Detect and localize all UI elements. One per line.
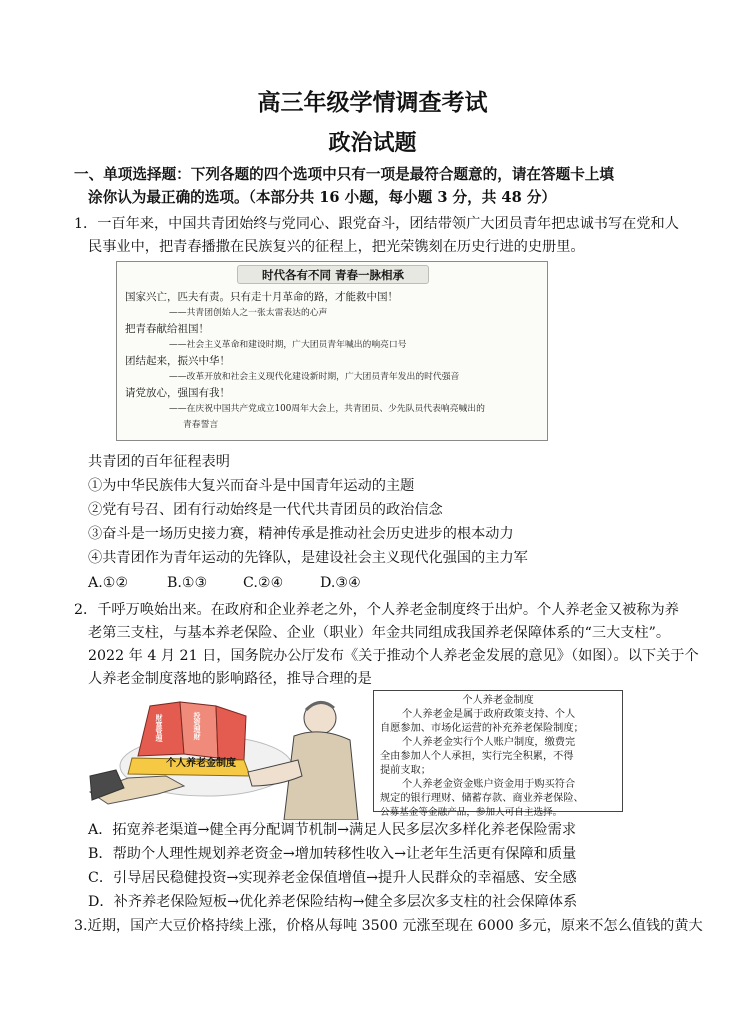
- q1-line-2: 民事业中，把青春播撒在民族复兴的征程上，把光荣镌刻在历史行进的史册里。: [88, 239, 585, 255]
- q1-quote-source-1: ——共青团创始人之一张太雷表达的心声: [169, 308, 328, 318]
- q1-quote-slogan-4: 请党放心，强国有我！: [125, 387, 230, 399]
- pension-notice-box: [373, 690, 623, 818]
- q1-statement-2: ②党有号召、团有行动始终是一代代共青团员的政治信念: [88, 502, 443, 518]
- notice-line-5: 提前支取；: [380, 765, 431, 776]
- q1-quote-box-header: 时代各有不同 青春一脉相承: [237, 265, 429, 284]
- section-heading-line-1: 一、单项选择题：下列各题的四个选项中只有一项是最符合题意的，请在答题卡上填: [74, 166, 614, 183]
- exam-title: 高三年级学情调查考试: [257, 90, 488, 116]
- q1-statement-4: ④共青团作为青年运动的先锋队，是建设社会主义现代化强国的主力军: [88, 550, 528, 566]
- q1-quote-box: [116, 261, 548, 441]
- q2-option-c: C．引导居民稳健投资→实现养老金保值增值→提升人民群众的幸福感、安全感: [88, 870, 577, 886]
- notice-line-7: 规定的银行理财、储蓄存款、商业养老保险、: [380, 793, 584, 804]
- q2-option-d: D．补齐养老保险短板→优化养老保险结构→健全多层次多支柱的社会保障体系: [88, 894, 578, 910]
- q1-quote-slogan-2: 把青春献给祖国！: [125, 323, 209, 335]
- q1-quote-source-4-cont: 青春誓言: [183, 420, 219, 430]
- q1-option-c: C.②④: [243, 575, 284, 591]
- q2-line-1: 2．千呼万唤始出来。在政府和企业养老之外，个人养老金制度终于出炉。个人养老金又被称为养: [74, 602, 679, 618]
- q1-quote-source-2: ——社会主义革命和建设时期，广大团员青年喊出的响亮口号: [169, 340, 407, 350]
- q1-statement-1: ①为中华民族伟大复兴而奋斗是中国青年运动的主题: [88, 478, 415, 494]
- notice-line-4: 全由参加人个人承担，实行完全积累，不得: [380, 751, 574, 762]
- q1-line-1: 1．一百年来，中国共青团始终与党同心、跟党奋斗，团结带领广大团员青年把忠诚书写在党和人: [74, 216, 679, 232]
- pie-slice-label-2: 投资理财: [193, 712, 202, 740]
- q1-option-d: D.③④: [320, 575, 361, 591]
- pension-illustration: [88, 696, 366, 820]
- q1-quote-slogan-1: 国家兴亡，匹夫有责。只有走十月革命的路，才能救中国！: [125, 291, 398, 303]
- q1-quote-slogan-3: 团结起来，振兴中华！: [125, 355, 230, 367]
- notice-line-8: 公募基金等金融产品，参加人可自主选择。: [380, 807, 563, 818]
- q2-option-a: A．拓宽养老渠道→健全再分配调节机制→满足人民多层次多样化养老保险需求: [88, 822, 577, 838]
- q1-option-b: B.①③: [167, 575, 208, 591]
- q2-line-4: 人养老金制度落地的影响路径，推导合理的是: [88, 671, 372, 687]
- q1-quote-source-3: ——改革开放和社会主义现代化建设新时期，广大团员青年发出的时代强音: [169, 372, 460, 382]
- section-heading-line-2: 涂你认为最正确的选项。（本部分共 16 小题，每小题 3 分，共 48 分）: [88, 189, 556, 206]
- q1-stem: 共青团的百年征程表明: [88, 454, 230, 470]
- q2-line-2: 老第三支柱，与基本养老保险、企业（职业）年金共同组成我国养老保障体系的“三大支柱”。: [88, 625, 671, 641]
- notice-line-1: 个人养老金是属于政府政策支持、个人: [402, 709, 576, 720]
- q2-line-3: 2022 年 4 月 21 日，国务院办公厅发布《关于推动个人养老金发展的意见》（如图）。以下关于个: [88, 648, 699, 664]
- q3-line-1: 3.近期，国产大豆价格持续上涨，价格从每吨 3500 元涨至现在 6000 多元，原来不怎么值钱的黄大: [74, 918, 703, 934]
- q1-option-a: A.①②: [88, 575, 129, 591]
- pension-pie-label: 个人养老金制度: [166, 758, 236, 769]
- notice-line-6: 个人养老金资金账户资金用于购买符合: [402, 779, 576, 790]
- notice-title: 个人养老金制度: [462, 695, 534, 706]
- q1-quote-source-4: ——在庆祝中国共产党成立100周年大会上，共青团员、少先队员代表响亮喊出的: [169, 404, 485, 414]
- notice-line-3: 个人养老金实行个人账户制度，缴费完: [402, 737, 576, 748]
- pie-slice-label-1: 财富管理: [155, 714, 164, 742]
- exam-subtitle: 政治试题: [328, 131, 417, 156]
- notice-line-2: 自愿参加、市场化运营的补充养老保险制度；: [380, 723, 584, 734]
- q1-statement-3: ③奋斗是一场历史接力赛，精神传承是推动社会历史进步的根本动力: [88, 526, 514, 542]
- q2-option-b: B．帮助个人理性规划养老资金→增加转移性收入→让老年生活更有保障和质量: [88, 846, 577, 862]
